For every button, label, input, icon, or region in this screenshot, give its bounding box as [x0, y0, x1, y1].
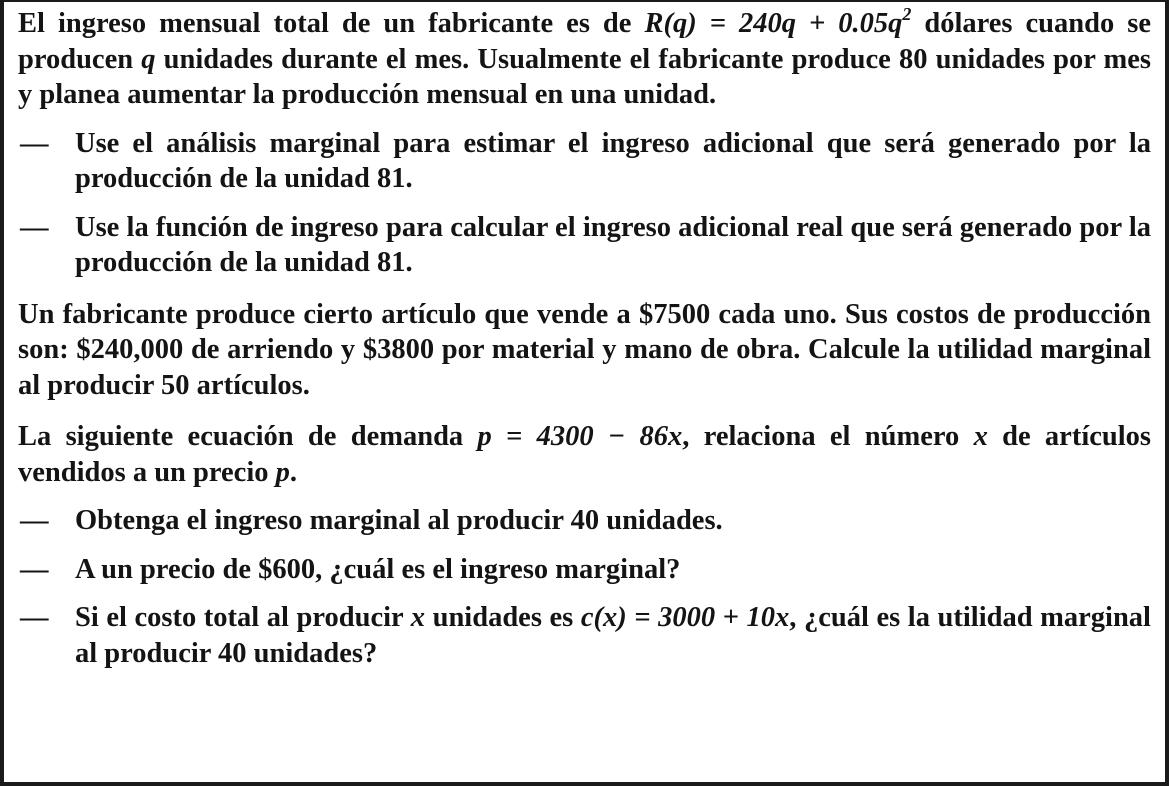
- revenue-formula: [644, 4, 912, 39]
- revenue-formula-base: R(q) = 240q + 0.05q: [644, 8, 903, 39]
- variable-x: x: [410, 602, 426, 633]
- problem-1-text-b: dólares cuando se producen: [18, 8, 1151, 75]
- item-text: A un precio de $600, ¿cuál es el ingreso marginal?: [75, 553, 681, 585]
- item-dash: —: [20, 505, 49, 536]
- variable-q: q: [141, 43, 156, 75]
- problem-3-text-c: de artículos vendidos a un precio: [18, 421, 1152, 488]
- item-dash: —: [20, 602, 49, 633]
- problem-1-item-1: [18, 126, 1151, 197]
- problem-2: Un fabricante produce cierto artículo que vende a $7500 cada uno. Sus costos de producción son: $240,000 de arriendo y $3800 por material y mano de obra. Calcule la utilidad marginal al producir 50 artículos.: [18, 298, 1151, 401]
- problem-3-text-b: , relaciona el número: [682, 421, 974, 452]
- item-text: Use el análisis marginal para estimar el ingreso adicional que será generado por la producción de la unidad 81.: [75, 127, 1151, 194]
- revenue-formula-exponent: 2: [902, 4, 912, 24]
- variable-x: x: [973, 421, 988, 452]
- problem-3-text-a: La siguiente ecuación de demanda: [18, 421, 478, 452]
- problem-1-item-2: [18, 210, 1151, 281]
- item-text-b: unidades es: [425, 602, 581, 633]
- problem-1-intro: [18, 6, 1151, 113]
- item-text-a: Si el costo total al producir: [75, 602, 411, 633]
- demand-formula: p = 4300 − 86x: [477, 421, 683, 452]
- problem-3-item-1: [18, 503, 1151, 539]
- problem-1-text-a: El ingreso mensual total de un fabricante es de: [18, 8, 645, 39]
- item-dash: —: [20, 553, 49, 585]
- problem-1-text-c: unidades durante el mes. Usualmente el fabricante produce 80 unidades por mes y planea aumentar la producción mensual en una unidad.: [18, 43, 1151, 110]
- problem-3-intro: [18, 419, 1151, 490]
- item-text: Use la función de ingreso para calcular el ingreso adicional real que será generado por la producción de la unidad 81.: [75, 211, 1151, 278]
- item-text: Obtenga el ingreso marginal al producir 40 unidades.: [75, 505, 723, 536]
- problem-3-text-d: .: [289, 456, 297, 488]
- item-text-c: , ¿cuál es la utilidad marginal al producir 40 unidades?: [75, 602, 1151, 669]
- variable-p: p: [275, 456, 290, 488]
- problem-3-item-2: [18, 552, 1151, 588]
- item-dash: —: [20, 127, 49, 159]
- cost-formula: c(x) = 3000 + 10x: [580, 602, 790, 633]
- problem-3-item-3: [18, 600, 1151, 671]
- item-dash: —: [20, 211, 49, 243]
